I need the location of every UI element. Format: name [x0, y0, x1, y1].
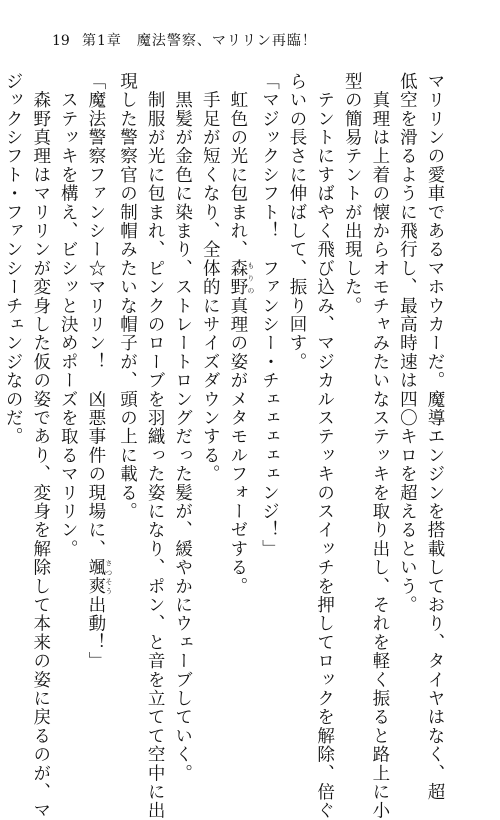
running-header: 第1章 魔法警察、マリリン再臨！	[82, 33, 317, 49]
text-line: マリリンの愛車であるマホウカーだ。魔導エンジンを搭載しており、タイヤはなく、超	[425, 72, 445, 802]
text-segment: 虹色の光に包まれ、	[227, 72, 248, 259]
text-line-with-ruby	[81, 72, 113, 672]
text-line: 制服が光に包まれ、ピンクのローブを羽織った姿になり、ポン、と音を立てて空中に出	[145, 72, 166, 820]
text-line-with-ruby	[223, 72, 255, 672]
text-line: 現した警察官の制帽みたいな帽子が、頭の上に載る。	[117, 72, 138, 521]
ruby-annotation	[85, 558, 113, 596]
body-text	[3, 72, 448, 820]
ruby-base: 森野	[227, 259, 248, 297]
text-line: 真理は上着の懐からオモチャみたいなステッキを取り出し、それを軽く振ると路上に小	[369, 72, 390, 820]
text-segment: 真理の姿がメタモルフォーゼする。	[227, 296, 248, 596]
text-line: 黒髪が金色に染まり、ストレートロングだった髪が、緩やかにウェーブしていく。	[172, 72, 193, 783]
text-line: 低空を滑るように飛行し、最高時速は四〇キロを超えるという。	[397, 72, 418, 615]
ruby-base: 颯爽	[85, 558, 106, 596]
text-line: らいの長さに伸ばして、振り回す。	[287, 72, 308, 372]
text-line: ジックシフト・ファンシーチェンジなのだ。	[3, 72, 24, 446]
text-segment: 出動！」	[85, 595, 106, 671]
page-number: 19	[52, 33, 70, 49]
text-line: テントにすばやく飛び込み、マジカルステッキのスイッチを押してロックを解除、倍ぐ	[314, 72, 335, 820]
text-line: 手足が短くなり、全体的にサイズダウンする。	[200, 72, 221, 484]
text-line: ステッキを構え、ビシッと決めポーズを取るマリリン。	[58, 72, 79, 559]
ruby-reading: もりの	[246, 259, 255, 297]
text-line: 型の簡易テントが出現した。	[342, 72, 363, 316]
text-line: 「マジックシフト！ ファンシー・チェェェェェンジ！」	[259, 72, 280, 559]
ruby-reading: さつそう	[104, 558, 113, 596]
text-segment: 「魔法警察ファンシー☆マリリン！ 凶悪事件の現場に、	[85, 72, 106, 559]
ruby-annotation	[227, 259, 255, 297]
text-line: 森野真理はマリリンが変身した仮の姿であり、変身を解除して本来の姿に戻るのが、マ	[30, 72, 51, 820]
